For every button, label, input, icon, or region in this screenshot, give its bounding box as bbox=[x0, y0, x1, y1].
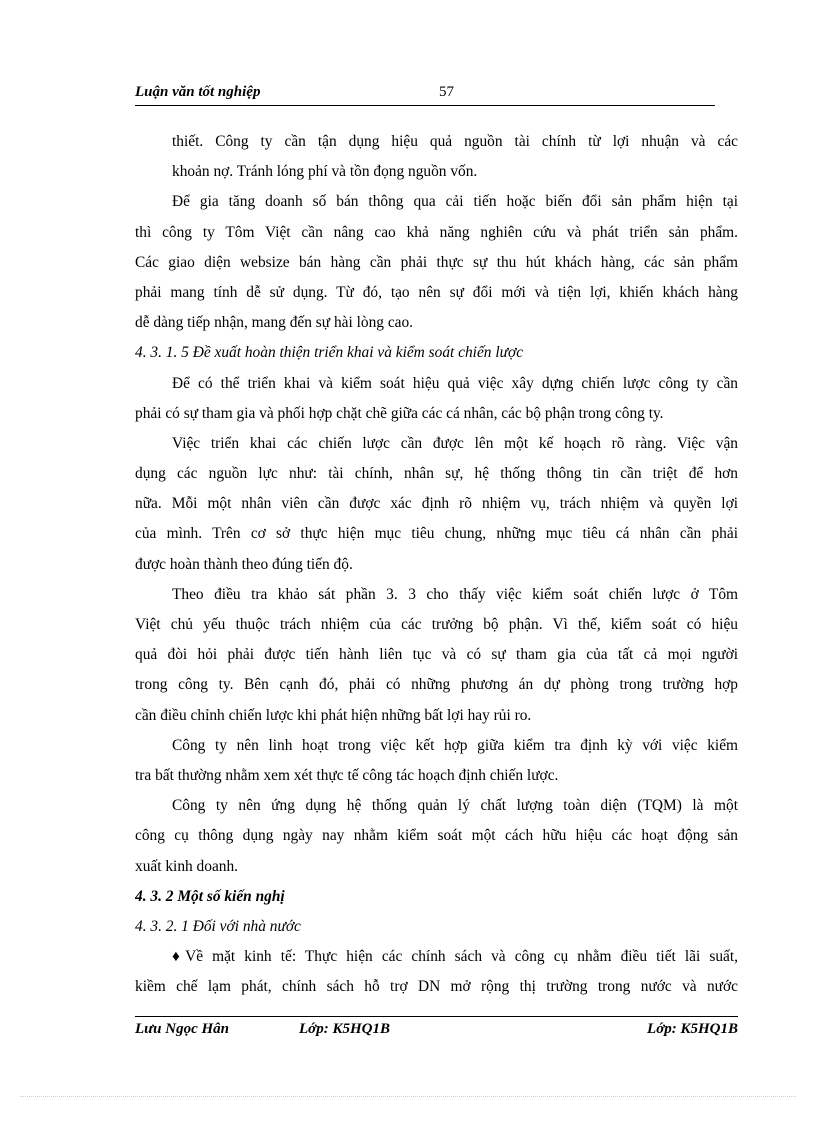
text-line: Theo điều tra khảo sát phần 3. 3 cho thấy việc kiểm soát chiến lược ở Tôm bbox=[172, 585, 738, 603]
text-line: Để gia tăng doanh số bán thông qua cải tiến hoặc biến đổi sản phẩm hiện tại bbox=[172, 193, 738, 211]
footer-class-label: Lớp: K5HQ1B bbox=[299, 1021, 390, 1037]
text-line: thiết. Công ty cần tận dụng hiệu quả nguồn tài chính từ lợi nhuận và các bbox=[172, 133, 738, 150]
text-line: khoản nợ. Tránh lóng phí và tồn đọng nguồn vốn. bbox=[172, 163, 478, 181]
text-line: ♦Về mặt kinh tế: Thực hiện các chính sách và công cụ nhằm điều tiết lãi suất, bbox=[172, 948, 738, 966]
text-line: Việc triển khai các chiến lược cần được lên một kế hoạch rõ ràng. Việc vận bbox=[172, 434, 738, 452]
page-edge-divider bbox=[20, 1096, 796, 1097]
text-line: trong công ty. Bên cạnh đó, phải có những phương án dự phòng trong trường hợp bbox=[135, 676, 738, 694]
text-line: Các giao diện websize bán hàng cần phải thực sự thu hút khách hàng, các sản phẩm bbox=[135, 253, 738, 271]
page-header bbox=[135, 83, 715, 106]
text-line: Việt chủ yếu thuộc trách nhiệm của các trưởng bộ phận. Vì thế, kiểm soát có hiệu bbox=[135, 616, 738, 633]
footer-author: Lưu Ngọc Hân bbox=[135, 1021, 229, 1037]
text-line: Công ty nên ứng dụng hệ thống quản lý chất lượng toàn diện (TQM) là một bbox=[172, 797, 738, 815]
text-line: nữa. Mỗi một nhân viên cần được xác định rõ nhiệm vụ, trách nhiệm và quyền lợi bbox=[135, 495, 738, 513]
text-line: công cụ thông dụng ngày nay nhằm kiểm soát một cách hữu hiệu các hoạt động sản bbox=[135, 827, 738, 845]
text-line: Công ty nên linh hoạt trong việc kết hợp giữa kiểm tra định kỳ với việc kiểm bbox=[172, 736, 738, 754]
page-number: 57 bbox=[439, 84, 454, 100]
subsection-heading: 4. 3. 2. 1 Đối với nhà nước bbox=[135, 917, 301, 935]
text-line: được hoàn thành theo đúng tiến độ. bbox=[135, 555, 353, 573]
text-line: quả đòi hỏi phải được tiến hành liên tục và có sự tham gia của tất cả mọi người bbox=[135, 646, 738, 664]
text-line: phải có sự tham gia và phối hợp chặt chẽ giữa các cá nhân, các bộ phận trong công ty. bbox=[135, 404, 664, 422]
body-text bbox=[135, 127, 738, 1002]
text-line: dụng các nguồn lực như: tài chính, nhân sự, hệ thống thông tin cần triệt để hơn bbox=[135, 465, 738, 483]
section-heading: 4. 3. 2 Một số kiến nghị bbox=[135, 887, 285, 905]
text-line: thì công ty Tôm Việt cần nâng cao khả năng nghiên cứu và phát triển sản phẩm. bbox=[135, 223, 738, 241]
section-heading: 4. 3. 1. 5 Đề xuất hoàn thiện triển khai và kiểm soát chiến lược bbox=[135, 344, 524, 362]
text-line: kiềm chế lạm phát, chính sách hỗ trợ DN mở rộng thị trường trong nước và nước bbox=[135, 978, 738, 996]
text-line: Để có thể triển khai và kiểm soát hiệu quả việc xây dựng chiến lược công ty cần bbox=[172, 374, 738, 392]
header-title: Luận văn tốt nghiệp bbox=[135, 84, 261, 100]
page-footer bbox=[135, 1016, 738, 1041]
text-line: dễ dàng tiếp nhận, mang đến sự hài lòng cao. bbox=[135, 314, 414, 332]
text-line: phải mang tính dễ sử dụng. Từ đó, tạo nên sự đổi mới và tiện lợi, khiến khách hàng bbox=[135, 283, 738, 301]
text-line: của mình. Trên cơ sở thực hiện mục tiêu chung, những mục tiêu cá nhân cần phải bbox=[135, 525, 738, 543]
text-line: tra bất thường nhằm xem xét thực tế công tác hoạch định chiến lược. bbox=[135, 766, 559, 784]
text-line: cần điều chỉnh chiến lược khi phát hiện những bất lợi hay rủi ro. bbox=[135, 706, 532, 724]
footer-class-label: Lớp: K5HQ1B bbox=[647, 1021, 738, 1037]
text-line: xuất kinh doanh. bbox=[135, 857, 239, 875]
